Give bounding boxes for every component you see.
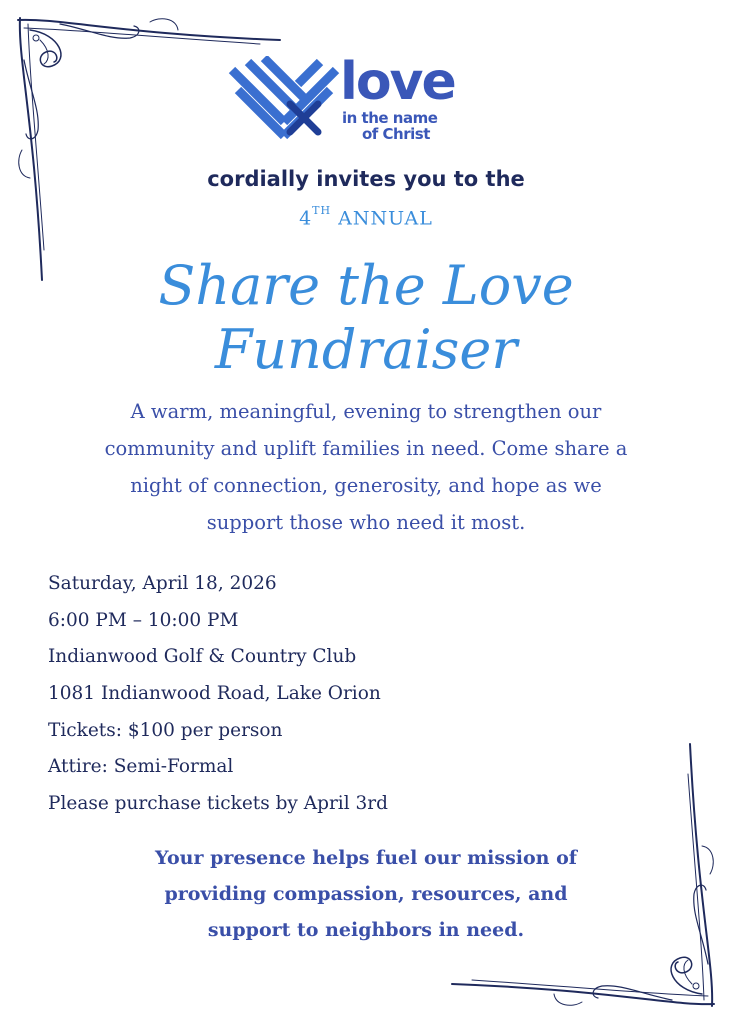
logo-tagline-line-2: of Christ	[362, 125, 430, 143]
invite-line: cordially invites you to the	[207, 167, 525, 191]
closing-line: Your presence helps fuel our mission of	[155, 847, 577, 869]
closing-line: support to neighbors in need.	[207, 919, 525, 941]
logo-wordmark: love	[340, 52, 455, 112]
event-title-line-2: Fundraiser	[214, 318, 518, 381]
event-title-line-1: Share the Love	[158, 254, 574, 317]
annual-number: 4	[299, 207, 313, 230]
logo-tagline-line-1: in the name	[342, 109, 438, 127]
heart-cross-icon	[228, 56, 340, 152]
annual-label	[0, 204, 732, 230]
description-line: support those who need it most.	[206, 511, 526, 534]
description-line: night of connection, generosity, and hope as we	[130, 474, 602, 497]
event-description	[40, 393, 692, 541]
closing-message	[60, 840, 672, 948]
annual-text: ANNUAL	[338, 207, 433, 230]
detail-date: Saturday, April 18, 2026	[48, 573, 277, 594]
detail-address: 1081 Indianwood Road, Lake Orion	[48, 683, 381, 705]
organization-logo	[228, 52, 498, 152]
detail-venue: Indianwood Golf & Country Club	[48, 646, 357, 668]
detail-attire: Attire: Semi-Formal	[48, 756, 234, 778]
closing-line: providing compassion, resources, and	[164, 883, 568, 905]
detail-deadline: Please purchase tickets by April 3rd	[48, 793, 388, 815]
detail-tickets: Tickets: $100 per person	[48, 719, 283, 741]
annual-suffix: TH	[312, 204, 332, 217]
description-line: community and uplift families in need. Come share a	[104, 437, 628, 460]
detail-time: 6:00 PM – 10:00 PM	[48, 609, 239, 631]
event-details	[48, 566, 608, 823]
description-line: A warm, meaningful, evening to strengthen our	[130, 400, 602, 423]
